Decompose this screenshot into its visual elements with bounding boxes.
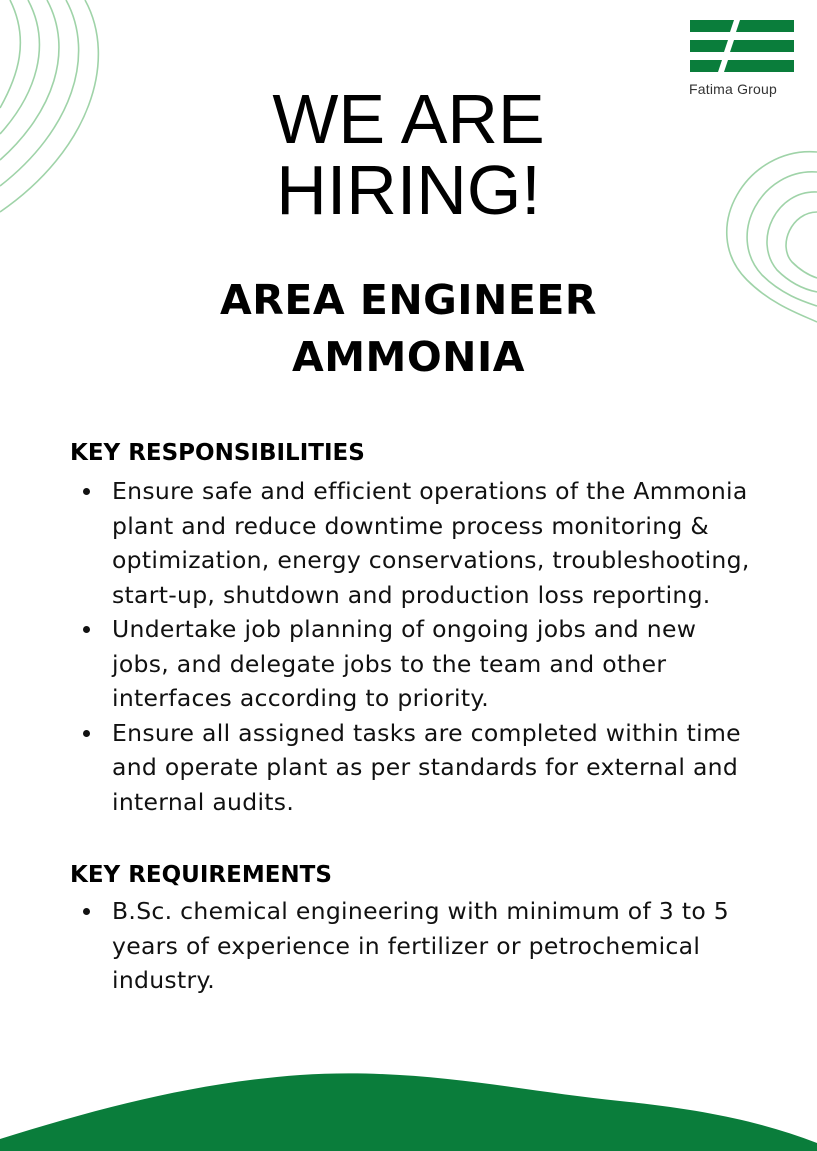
fatima-logo-icon (690, 20, 794, 78)
bullet-icon (83, 626, 90, 633)
responsibility-text: Ensure safe and efficient operations of the Ammonia plant and reduce downtime process monitoring & optimization, energy conservations, troubleshooting, start-up, shutdown and production loss reporting. (112, 477, 750, 609)
bullet-icon (83, 488, 90, 495)
headline-line-1: WE ARE (272, 80, 545, 158)
brand-name: Fatima Group (689, 81, 777, 97)
requirement-text: B.Sc. chemical engineering with minimum of 3 to 5 years of experience in fertilizer or petrochemical industry. (112, 897, 730, 994)
decorative-green-wave (0, 1061, 817, 1151)
responsibility-text: Undertake job planning of ongoing jobs and new jobs, and delegate jobs to the team and other interfaces according to priority. (112, 615, 697, 712)
requirements-list (80, 894, 760, 998)
list-item (80, 612, 760, 716)
responsibility-text: Ensure all assigned tasks are completed within time and operate plant as per standards for external and internal audits. (112, 718, 741, 816)
bullet-icon (83, 730, 90, 737)
responsibilities-heading: KEY RESPONSIBILITIES (70, 440, 365, 466)
headline-line-2: HIRING! (276, 151, 541, 229)
page-headline (0, 80, 817, 229)
requirements-heading: KEY REQUIREMENTS (70, 862, 332, 888)
list-item (80, 716, 760, 820)
list-item (80, 894, 760, 998)
bullet-icon (83, 908, 90, 915)
list-item (80, 474, 760, 612)
job-title-line-2: AMMONIA (292, 333, 525, 381)
job-title-line-1: AREA ENGINEER (220, 276, 597, 324)
job-title (0, 272, 817, 386)
responsibilities-list (80, 474, 760, 819)
